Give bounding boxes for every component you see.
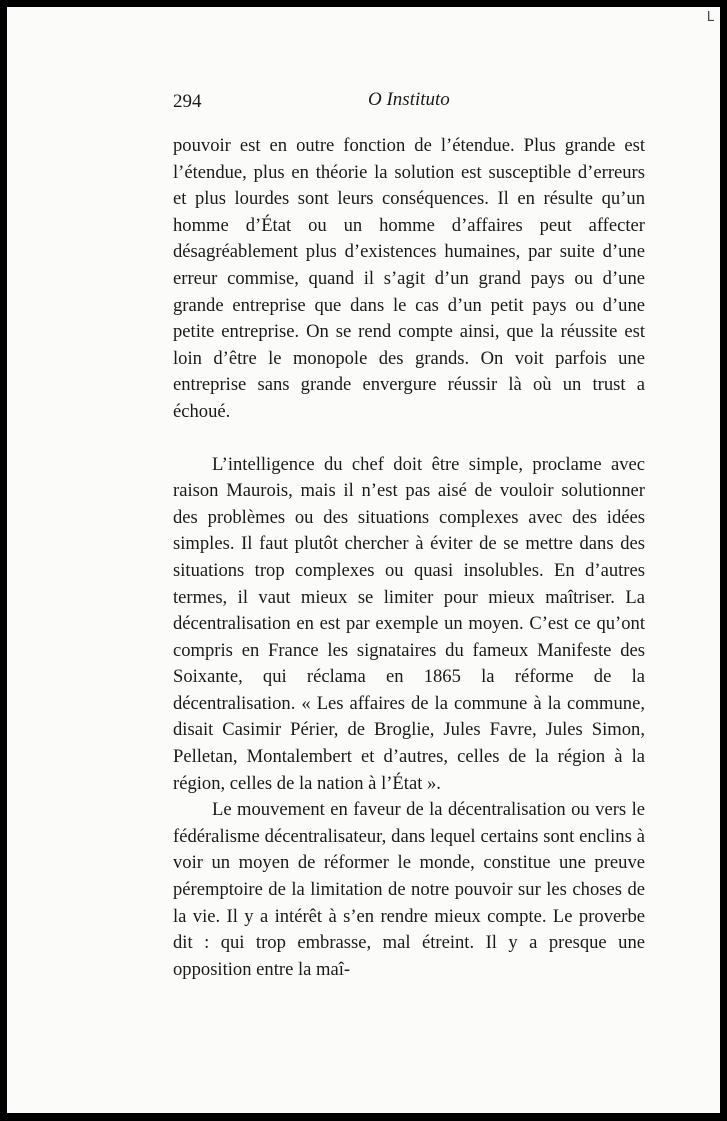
book-page: [7, 7, 720, 1113]
paragraph-2: L’intelligence du chef doit être simple, proclame avec raison Maurois, mais il n’est pas aisé de vouloir solutionner des problèmes ou des situations complexes avec des idées simples. Il faut plutôt chercher à éviter de se mettre dans des situations trop complexes ou quasi insolubles. En d’autres termes, il vaut mieux se limiter pour mieux maîtriser. La décentralisation en est par exemple un moyen. C’est ce qu’ont compris en France les signataires du fameux Manifeste des Soixante, qui réclama en 1865 la réforme de la décentralisation. « Les affaires de la commune à la commune, disait Casimir Périer, de Broglie, Jules Favre, Jules Simon, Pelletan, Montalembert et d’autres, celles de la région à la région, celles de la nation à l’État ».: [173, 453, 645, 794]
page-number: 294: [173, 91, 202, 112]
body-text: [173, 133, 645, 983]
running-head: [173, 91, 645, 121]
running-title: O Instituto: [368, 89, 450, 110]
paragraph-1: pouvoir est en outre fonction de l’étendue. Plus grande est l’étendue, plus en théorie la solution est susceptible d’erreurs et plus lourdes sont leurs conséquences. Il en résulte qu’un homme d’État ou un homme d’affaires peut affecter désagréablement plus d’existences humaines, par suite d’une erreur commise, quand il s’agit d’un grand pays ou d’une grande entreprise que dans le cas d’un petit pays ou d’une petite entreprise. On se rend compte ainsi, que la réussite est loin d’être le monopole des grands. On voit parfois une entreprise sans grande envergure réussir là où un trust a échoué.: [173, 135, 645, 422]
corner-mark: L: [706, 10, 714, 25]
paragraph-3: Le mouvement en faveur de la décentralisation ou vers le fédéralisme décentralisateur, dans lequel certains sont enclins à voir un moyen de réformer le monde, constitue une preuve péremptoire de la limitation de notre pouvoir sur les choses de la vie. Il y a intérêt à s’en rendre mieux compte. Le proverbe dit : qui trop embrasse, mal étreint. Il y a presque une opposition entre la maî-: [173, 799, 645, 980]
